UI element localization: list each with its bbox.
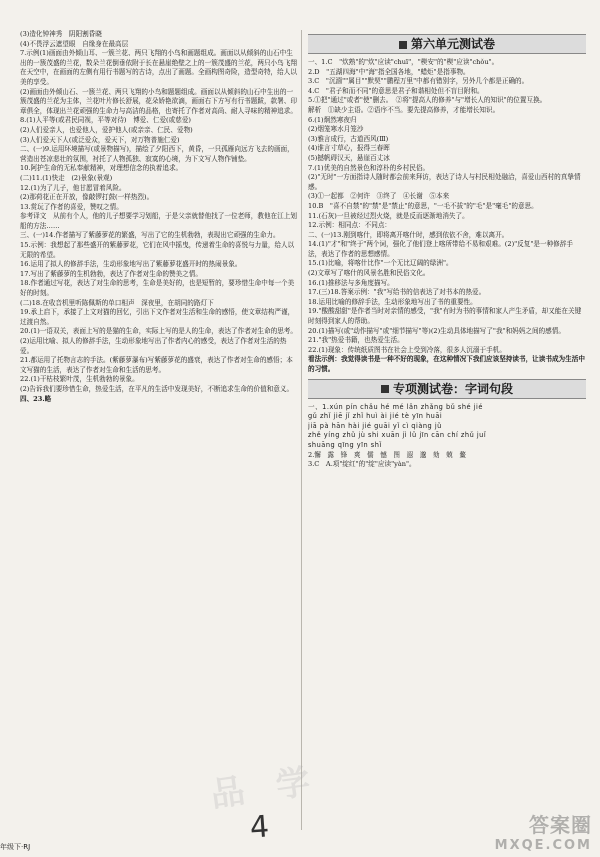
right-line: (2)烟笼寒水月笼沙 [308,125,364,134]
left-line: 7.示例(1)画面由外倾山耳、一簇兰花、两只飞翔的小鸟和画题组成。画面以从倾斜的山石中生出的一簇茂盛的兰花，数朵兰花倒垂依附于长在悬崖绝壁之上的一簇茂盛的兰花，两只小鸟飞翔在天空中，在画面的左侧有用行书题写的古诗，点出了画题。全画构图奇险，造型奇特，给人以美的享受。 [20,49,297,86]
left-line: 16.运用了拟人的修辞手法，生动形象地写出了紫藤萝花盛开时的热闹景象。 [20,260,242,269]
title-square-icon [399,41,407,49]
left-line: 15.示例：我想起了那些盛开的紫藤萝花，它们在风中摇曳，传递着生命的喜悦与力量，给人以无限的希望。 [20,241,295,259]
left-line: 12.(1)为了儿子，他甘愿冒着风险。 [20,183,126,192]
right-line: 6.(1)炯然寒夜归 [308,115,357,124]
right-line: 12.示例：相同点：不同点： [308,221,392,230]
handwritten-page-number: 4 [248,809,271,846]
right-line: 2.D "五湖四海"中"海"指全国各地，"蜡炬"是指事物。 [308,67,470,76]
right-line: 二、(一)13.刚到喀什，即将离开喀什时，感到依依不舍，难以离开。 [308,230,509,239]
right-column [308,30,586,832]
unit-title [308,34,586,54]
right-line: 一、1.C "炊熟"的"炊"应读"chuī"，"楔安"的"楔"应读"chǒu"。 [308,58,499,66]
right-line: 19."酸酸甜甜"是作者当时对亲情的感受，"我"有时为书的事情和家人产生矛盾，却又能在关键时刻得到家人的帮助。 [308,307,582,326]
left-line: 二、(一)9.运用环境描写(或景物描写)，描绘了夕阳西下，黄昏，一只孤雁向远方飞去的画面，营造出苍凉悲壮的氛围，衬托了人物孤独、寂寞的心境，为下文写人物作铺垫。 [20,145,294,163]
unit-title-text: 第六单元测试卷 [410,37,495,51]
right-line: (2)文章写了喀什的风景名胜和民俗文化。 [308,269,430,278]
left-line: (2)人们爱亲人，也爱他人，爱护他人(或亲亲、仁民、爱物) [20,125,193,134]
pinyin-line: jiā pà hān hài jié guāi yǐ cì qiàng jǔ [308,421,442,430]
right-line: 17.(三)18.答案示例："我"写给书的信表达了对书本的热爱。 [308,288,486,297]
column-divider [301,30,302,830]
page-footer: 年级下·RJ [0,843,31,851]
right-line: 11.(石灰)一旦被经过烈火烧，就是反而逐渐地消失了。 [308,211,469,220]
left-line: 18.作者通过写花，表达了对生命的思考，生命是美好的，也是短暂的，要珍惜生命中每一个美好的时刻。 [20,279,295,298]
right-line: (3)雅言成行，古道西风(Ⅲ) [308,134,389,143]
left-line: (3)人们爱天下人(或泛爱众，爱天下，对万物普施仁爱) [20,135,180,144]
left-line: 17.写出了紫藤萝的生机勃勃，表达了作者对生命的赞美之情。 [20,269,202,278]
pinyin-line: gǔ zhǐ jiē jǐ zhǐ huì ài jié tè yīn huāi [308,412,443,421]
left-line: (2)告诉我们要珍惜生命，热爱生活，在平凡的生活中发现美好，不断追求生命的价值和意义。 [20,384,294,393]
right-line: 21."我"热爱书籍，也热爱生活。 [308,336,404,345]
right-line: 7.(1)优美的自然景色和淳朴的乡村民俗。 [308,163,430,172]
right-line: 18.运用比喻的修辞手法，生动形象地写出了书的重要性。 [308,297,477,306]
left-line: 13.赏玩了作者的喜爱，赞叹之情。 [20,202,123,211]
left-line: 四、23.略 [20,394,52,403]
right-line: 3.C A.项"绽红"的"绽"应读"yàn"。 [308,460,416,469]
right-line: 2.懈 露 锋 爽 儒 憾 图 遐 邈 劾 兢 鳌 [308,450,466,459]
left-line: (2)那荷花正在开放，像敲锣打鼓(一样热烈)。 [20,193,154,202]
background-watermark: 品 学 [208,760,323,816]
left-column [20,30,298,830]
right-line: (3)①一起都 ②何许 ③终了 ④长谢 ⑤本来 [308,192,450,201]
left-line: 参考译文 从前有个人，他的儿子想要学习划船，于是父亲就替他找了一位老师，教他在江上划船的方法…… [20,212,297,230]
left-line: 21.都运用了托物言志的手法。(紫藤萝瀑布)写紫藤萝花的盛衰，表达了作者对生命的感悟；本文写猫的生活，表达了作者对生命和生活的思考。 [20,356,293,374]
right-line: 22.(1)现象：传统纸质图书在社会上受到冷落，很多人沉溺于手机。 [308,345,506,354]
right-line: 3.C "沉湎""属目""默契""鹏程万里"中都有错别字，另外几个都是正确的。 [308,77,529,86]
right-line: 20.(1)描写(或"动作描写"或"细节描写"等)(2)生动具体地描写了"我"和妈妈之间的感情。 [308,326,565,335]
pinyin-line: 一、1.xún pín chǎu hé mé lǎn zhǎng bǔ shé jié [308,402,483,411]
left-line: (二)18.在收音机里听陈佩斯的单口相声 深夜里，在胡同的路灯下 [20,298,214,307]
left-line: (3)造化钟神秀 阴阳割昏晓 [20,30,102,38]
pinyin-line: zhě yíng zhǔ jù shi xuān jì lǔ jīn cān chí zhǔ juǐ [308,431,487,440]
left-line: 20.(1)一语双关，表面上写的是猫的生命，实际上写的是人的生命，表达了作者对生命的思考。 [20,327,297,336]
right-line: 16.(1)推移法与多角度描写。 [308,278,394,287]
right-line: 解析 ①缺少主语。②语序不当。要先提高修养，才能增长知识。 [308,105,500,114]
title-square-icon [381,385,389,393]
watermark-url: MXQE.COM [494,838,592,853]
special-title [308,379,586,399]
left-line: 10.阿护生命的无私奉献精神，对理想信念的执着追求。 [20,164,183,173]
left-line: 8.(1)人平等(或君民同视，平等对待) 博爱、仁爱(或慈爱) [20,116,191,125]
right-line: 15.(1)比喻，将喀什比作"一个无比辽阔的绿洲"。 [308,259,453,268]
right-line: 14.(1)"才"和"终于"两个词，强化了他们登上喀所带给不易和艰难。(2)"反复"是一种修辞手法，表达了作者的思想感情。 [308,240,573,258]
left-line: (2)画面由外倾山石、一簇兰花、两只飞翔的小鸟和题题组成。画面以从倾斜的山石中生出的一簇茂盛的兰花为主体，兰花叶片修长舒展，花朵娇艳欲滴，画面右下方写有行书题跋，款署、印章俱全，体现出兰花顽强的生命力与高洁的品格，也寄托了作者对高尚、耐人寻味的精神追求。 [20,87,297,115]
left-line: 三、(一)14.作者描写了紫藤萝花的繁盛，写出了它的生机勃勃，表现出它顽强的生命力。 [20,231,280,240]
right-line: 4.C "君子和而不同"的意思是君子和谐相处但不盲目附和。 [308,86,484,95]
left-line: (2)运用比喻、拟人的修辞手法，生动形象地写出了作者内心的感受，表达了作者对生活的热爱。 [20,337,287,355]
right-line: (4)谁言寸草心，报得三春晖 [308,144,390,153]
right-line: 5.①把"通过"或者"使"删去。 ②将"提高人的修养"与"增长人的知识"的位置互换。 [308,96,547,105]
left-line: (4)不畏浮云遮望眼 自缘身在最高层 [20,39,129,48]
right-line: (2)"无时"一方面指诗人随时都会前来拜访，表达了诗人与村民相处融洽，喜爱山西村的真挚情感。 [308,173,581,191]
watermark-title: 答案圈 [529,813,592,837]
left-line: (二)11.(1)快走 (2)景象(景观) [20,173,113,182]
right-line: 看法示例：我觉得读书是一种不好的现象，在这种情况下我们应该坚持读书，让读书成为生活中的习惯。 [308,355,585,373]
special-title-text: 专项测试卷：字词句段 [392,381,513,396]
pinyin-line: shuāng qīng yīn shǐ [308,440,382,449]
right-line: (5)撼帆碍汉天，悬崖百丈冰 [308,153,390,162]
right-line: 10.B "喜不自禁"的"禁"是"禁止"的意思，"一毛不拔"的"毛"是"毫毛"的意思。 [308,201,538,210]
left-line: 22.(1)干枯枝繁叶茂，生机勃勃的景象。 [20,375,139,384]
site-watermark [495,809,592,853]
left-line: 19.承上启下，承接了上文对猫的回忆，引出下文作者对生活和生命的感悟，使文章结构严谨，过渡自然。 [20,308,295,326]
